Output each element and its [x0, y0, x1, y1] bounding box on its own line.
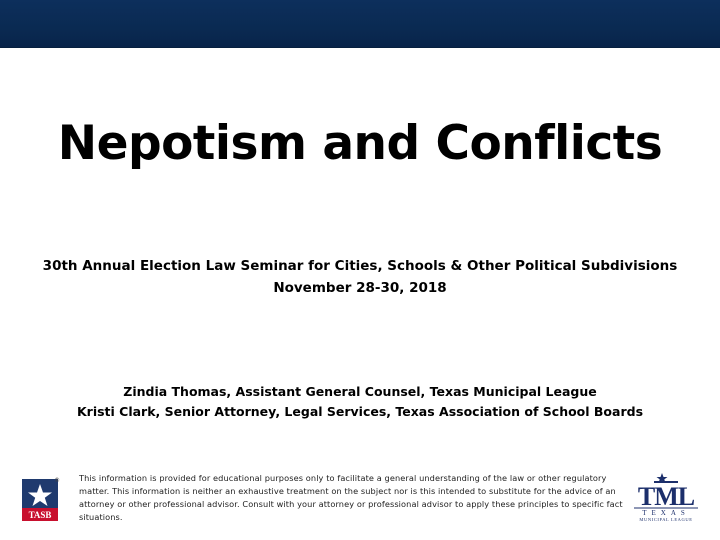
- subtitle-event: 30th Annual Election Law Seminar for Cities, Schools & Other Political Subdivisions: [42, 258, 678, 274]
- tml-logo-main: TML: [637, 482, 695, 511]
- tasb-logo: [22, 479, 58, 521]
- presenter-2: Kristi Clark, Senior Attorney, Legal Services, Texas Association of School Boards: [76, 404, 644, 419]
- slide-title: Nepotism and Conflicts: [57, 116, 663, 171]
- header-bar: [0, 0, 720, 48]
- slide-subtitle: [0, 255, 720, 299]
- tasb-logo-text: TASB: [28, 510, 52, 520]
- presenter-1: Zindia Thomas, Assistant General Counsel, Texas Municipal League: [123, 384, 597, 399]
- disclaimer-text: This information is provided for educational purposes only to facilitate a general understanding of the law or other regulatory matter. This information is neither an exhaustive treatment on the subject nor is this intended to substitute for the advice of an attorney or other professional advisor. Consult with your attorney or professional advisor to apply these principles to specific fact situations.: [79, 473, 623, 522]
- tml-logo-sub: MUNICIPAL LEAGUE: [639, 517, 693, 522]
- presenters: [0, 382, 720, 422]
- tasb-registered-mark: ®: [54, 477, 60, 484]
- tml-logo-state: TEXAS: [642, 509, 690, 517]
- subtitle-date: November 28-30, 2018: [273, 280, 447, 296]
- tml-logo: [632, 472, 700, 522]
